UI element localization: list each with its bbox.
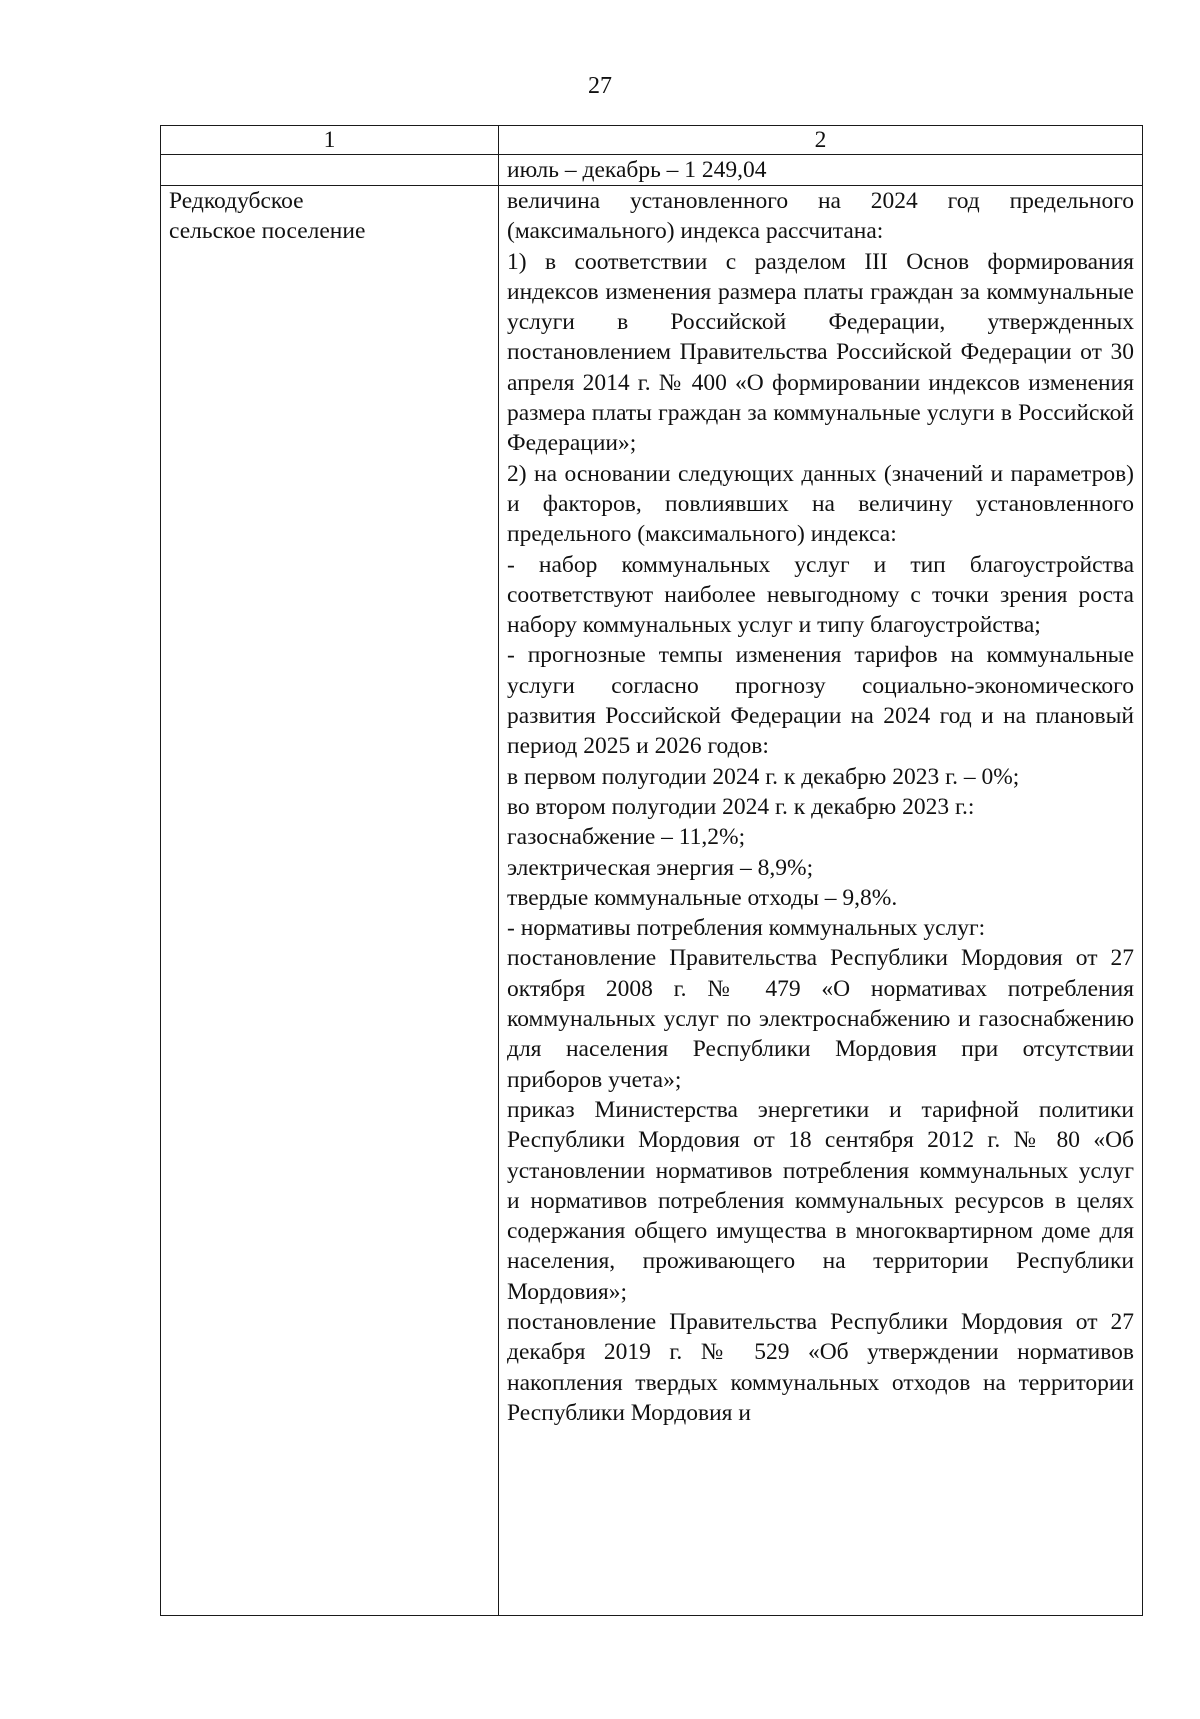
paragraph: постановление Правительства Республики Мордовия от 27 декабря 2019 г. № 529 «Об утверждении нормативов накопления твердых коммунальных отходов на территории Республики Мордовия и — [507, 1308, 1134, 1426]
settlement-name-line-2: сельское поселение — [169, 218, 366, 245]
paragraph: во втором полугодии 2024 г. к декабрю 2023 г.: — [507, 793, 975, 820]
continuation-value-cell: июль – декабрь – 1 249,04 — [499, 155, 1143, 186]
paragraph: электрическая энергия – 8,9%; — [507, 854, 814, 881]
paragraph: твердые коммунальные отходы – 9,8%. — [507, 884, 898, 911]
paragraph: приказ Министерства энергетики и тарифной политики Республики Мордовия от 18 сентября 2012 г. № 80 «Об установлении нормативов потребления коммунальных услуг и нормативов потребления коммунальных ресурсов в целях содержания общего имущества в многоквартирном доме для населения, проживающего на территории Республики Мордовия»; — [507, 1096, 1134, 1305]
page-number: 27 — [588, 73, 612, 99]
paragraph: 2) на основании следующих данных (значений и параметров) и факторов, повлиявших на величину установленного предельного (максимального) индекса: — [507, 460, 1134, 548]
continuation-left-cell — [161, 155, 499, 186]
paragraph: в первом полугодии 2024 г. к декабрю 2023 г. – 0%; — [507, 763, 1020, 790]
table-row-settlement — [161, 186, 1143, 1616]
index-description-cell — [499, 186, 1143, 1616]
settlement-name-cell — [161, 186, 499, 1616]
column-number-1: 1 — [161, 126, 499, 155]
paragraph: постановление Правительства Республики Мордовия от 27 октября 2008 г. № 479 «О нормативах потребления коммунальных услуг по электроснабжению и газоснабжению для населения Республики Мордовия при отсутствии приборов учета»; — [507, 945, 1134, 1093]
paragraph: - прогнозные темпы изменения тарифов на коммунальные услуги согласно прогнозу социально-экономического развития Российской Федерации на 2024 год и на плановый период 2025 и 2026 годов: — [507, 642, 1134, 760]
column-number-2: 2 — [499, 126, 1143, 155]
table-header-row — [161, 126, 1143, 155]
settlement-name-line-1: Редкодубское — [169, 188, 304, 214]
paragraph: - набор коммунальных услуг и тип благоустройства соответствуют наиболее невыгодному с точки зрения роста набору коммунальных услуг и типу благоустройства; — [507, 551, 1134, 639]
table-row-continuation — [161, 155, 1143, 186]
paragraph: - нормативы потребления коммунальных услуг: — [507, 915, 986, 942]
paragraph: величина установленного на 2024 год предельного (максимального) индекса рассчитана: — [507, 188, 1134, 245]
paragraph: 1) в соответствии с разделом III Основ формирования индексов изменения размера платы граждан за коммунальные услуги в Российской Федерации, утвержденных постановлением Правительства Российской Федерации от 30 апреля 2014 г. № 400 «О формировании индексов изменения размера платы граждан за коммунальные услуги в Российской Федерации»; — [507, 248, 1134, 457]
settlement-index-table — [160, 125, 1143, 1616]
paragraph: газоснабжение – 11,2%; — [507, 824, 746, 851]
